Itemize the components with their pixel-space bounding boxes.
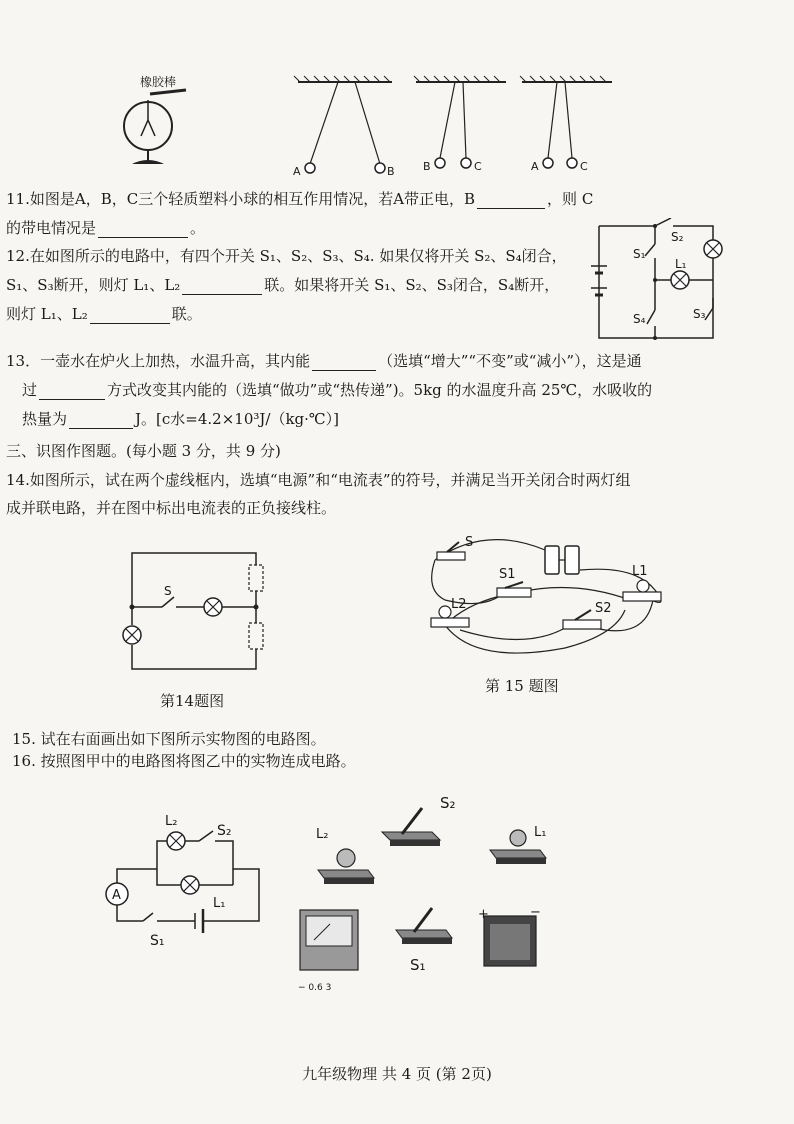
ammeter-icon [106, 883, 128, 905]
dashed-box-top[interactable] [249, 565, 263, 591]
svg-text:L₁: L₁ [213, 896, 226, 911]
dashed-box-bottom[interactable] [249, 623, 263, 649]
switch-s2-object [382, 794, 456, 846]
q14-line1: 14.如图所示，试在两个虚线框内，选填“电源”和“电流表”的符号，并满足当开关闭合时两灯组 [6, 471, 631, 489]
page-footer: 九年级物理 共 4 页 (第 2页) [302, 1065, 492, 1083]
lamp-left-icon [123, 625, 141, 645]
svg-text:C: C [474, 160, 482, 173]
battery-object [478, 905, 541, 966]
q11-line2: 的带电情况是 。 [6, 219, 206, 237]
svg-text:S₃: S₃ [693, 307, 706, 321]
q12-circuit-diagram [585, 218, 735, 343]
q13-blank-3[interactable] [69, 412, 133, 429]
q14-caption: 第14题图 [160, 692, 225, 710]
electroscope-figure [124, 74, 186, 164]
svg-text:L₁: L₁ [534, 825, 547, 840]
lamp-l1-icon [181, 876, 199, 894]
svg-text:A: A [293, 165, 301, 178]
q13-line1: 13．一壶水在炉火上加热，水温升高，其内能 （选填“增大”“不变”或“减小”），这是通 [6, 352, 642, 370]
svg-text:− 0.6 3: − 0.6 3 [298, 983, 332, 993]
rod-label: 橡胶棒 [140, 75, 177, 89]
svg-text:S₁: S₁ [410, 956, 426, 974]
lamp-right-icon [204, 598, 222, 616]
q13-blank-1[interactable] [312, 354, 376, 371]
svg-text:S₁: S₁ [633, 247, 646, 261]
svg-text:B: B [423, 160, 431, 173]
q13-line3: 热量为 J。[c水=4.2×10³J/（kg·℃）] [22, 410, 340, 428]
q16-physical-objects [290, 790, 580, 1000]
lamp-l2-icon [167, 832, 185, 850]
svg-text:L₁: L₁ [675, 257, 687, 271]
q12-line1: 12.在如图所示的电路中，有四个开关 S₁、S₂、S₃、S₄. 如果仅将开关 S₂、S₄闭合， [6, 247, 567, 265]
section-3-heading: 三、识图作图题。(每小题 3 分，共 9 分) [6, 442, 281, 460]
lamp-l2-icon [704, 240, 722, 258]
ammeter-object [298, 910, 358, 993]
q11-blank-b[interactable] [477, 192, 545, 209]
svg-text:C: C [580, 160, 588, 173]
svg-text:S: S [465, 535, 474, 550]
q13-line2: 过 方式改变其内能的（选填“做功”或“热传递”)。5kg 的水温度升高 25℃，水吸收的 [22, 381, 653, 399]
svg-text:L1: L1 [632, 564, 648, 579]
q12-line2: S₁、S₃断开，则灯 L₁、L₂ 联。如果将开关 S₁、S₂、S₃闭合，S₄断开， [6, 276, 560, 294]
svg-text:S₂: S₂ [671, 230, 684, 244]
q15-caption: 第 15 题图 [485, 677, 559, 695]
svg-text:A: A [531, 160, 539, 173]
q11-blank-c[interactable] [98, 221, 188, 238]
battery-minus: − [530, 905, 541, 920]
svg-text:B: B [387, 165, 395, 178]
lamp-l1-icon [671, 271, 689, 289]
battery-icon [545, 546, 579, 574]
svg-text:A: A [112, 888, 121, 903]
svg-text:S₂: S₂ [440, 794, 456, 812]
svg-text:S1: S1 [499, 567, 516, 582]
q14-switch-label: S [164, 584, 172, 598]
svg-text:L₂: L₂ [316, 827, 329, 842]
q16-circuit-diagram [95, 805, 275, 955]
pendulum-ac [520, 76, 612, 173]
svg-text:S₂: S₂ [217, 823, 232, 839]
q14-circuit-diagram [118, 545, 278, 675]
q14-line2: 成并联电路，并在图中标出电流表的正负接线柱。 [6, 499, 337, 517]
pendulum-ab [293, 76, 395, 178]
switch-s1-object [396, 908, 452, 974]
svg-text:L₂: L₂ [165, 814, 178, 829]
q13-blank-2[interactable] [39, 383, 105, 400]
q12-blank-2[interactable] [90, 307, 170, 324]
svg-text:S₁: S₁ [150, 933, 165, 949]
svg-text:L2: L2 [451, 597, 467, 612]
pendulum-bc [414, 76, 506, 173]
q12-blank-1[interactable] [182, 278, 262, 295]
switch-s1-icon [497, 582, 531, 597]
rubber-rod [150, 90, 186, 94]
top-figures [0, 60, 794, 180]
lamp-l2-object [316, 827, 374, 884]
q11-line1: 11.如图是A，B，C三个轻质塑料小球的相互作用情况，若A带正电，B ，则 C [6, 190, 594, 208]
q15-physical-circuit [425, 530, 685, 665]
svg-text:S2: S2 [595, 601, 612, 616]
q16-text: 16. 按照图甲中的电路图将图乙中的实物连成电路。 [12, 752, 356, 770]
q12-line3: 则灯 L₁、L₂ 联。 [6, 305, 202, 323]
q15-text: 15. 试在右面画出如下图所示实物图的电路图。 [12, 730, 326, 748]
battery-plus: + [478, 907, 489, 922]
svg-text:S₄: S₄ [633, 312, 646, 326]
lamp-l1-object [490, 825, 546, 864]
